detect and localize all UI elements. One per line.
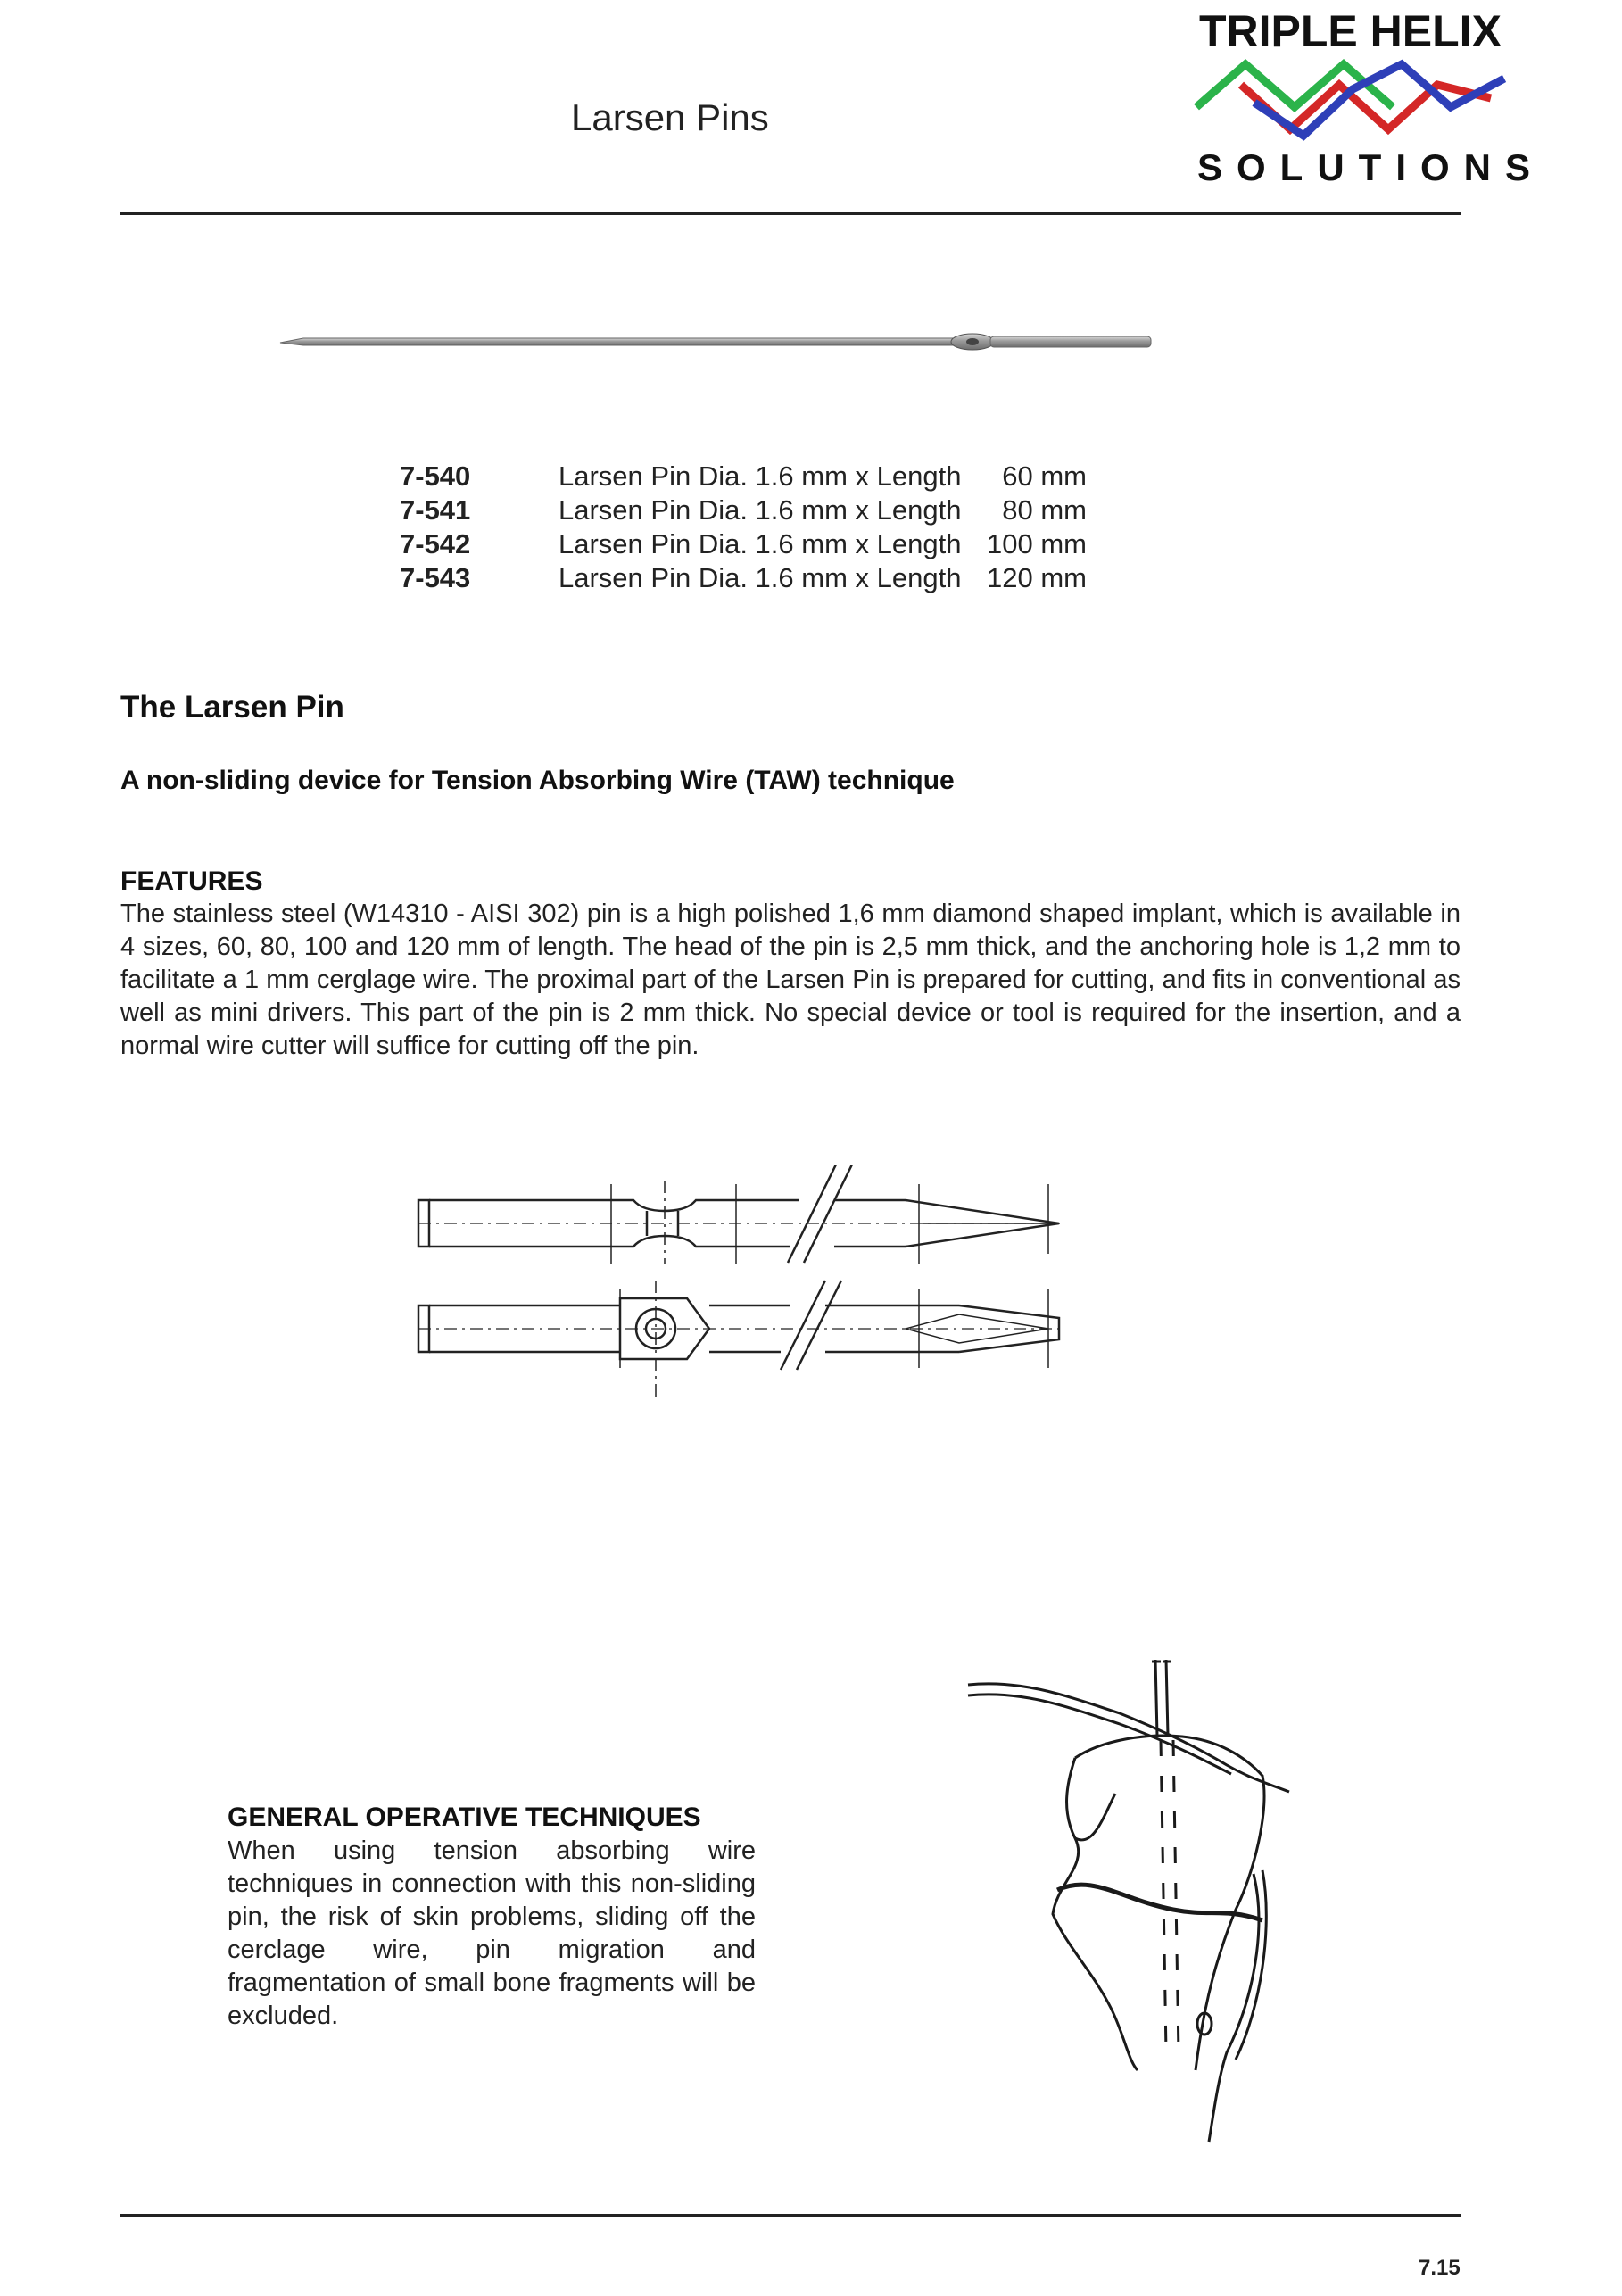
- product-length: 120 mm: [987, 562, 1087, 593]
- product-code: 7-541: [400, 494, 471, 526]
- pin-technical-drawing: [406, 1165, 1075, 1405]
- product-description: Larsen Pin Dia. 1.6 mm x Length: [559, 460, 962, 492]
- footer-rule: [120, 2214, 1461, 2217]
- page-number: 7.15: [1419, 2256, 1461, 2280]
- table-row: [400, 527, 1087, 561]
- product-description: Larsen Pin Dia. 1.6 mm x Length: [559, 528, 962, 559]
- table-row: [400, 460, 1087, 493]
- product-description: Larsen Pin Dia. 1.6 mm x Length: [559, 494, 962, 526]
- helix-mark-icon: [1192, 54, 1513, 143]
- larsen-pin-photo: [277, 328, 1169, 355]
- techniques-heading: GENERAL OPERATIVE TECHNIQUES: [228, 1803, 701, 1832]
- product-code: 7-542: [400, 528, 471, 559]
- features-heading: FEATURES: [120, 866, 263, 896]
- logo-text-bottom: SOLUTIONS: [1197, 146, 1545, 188]
- page-title: Larsen Pins: [571, 96, 769, 138]
- product-length: 60 mm: [1002, 460, 1087, 492]
- features-body: The stainless steel (W14310 - AISI 302) pin is a high polished 1,6 mm diamond shaped implant, which is available in 4 sizes, 60, 80, 100 and 120 mm of length. The head of the pin is 2,5 mm thick, and the anchoring hole is 1,2 mm to facilitate a 1 mm cerglage wire. The proximal part of the Larsen Pin is prepared for cutting, and fits in conventional as well as mini drivers. This part of the pin is 2 mm thick. No special device or tool is required for the insertion, and a normal wire cutter will suffice for cutting off the pin.: [120, 899, 1461, 1060]
- product-length: 100 mm: [987, 528, 1087, 559]
- tension-band-bone-illustration: [959, 1660, 1307, 2177]
- product-code: 7-540: [400, 460, 471, 492]
- triple-helix-logo: [1187, 5, 1545, 189]
- techniques-body: When using tension absorbing wire techniques in connection with this non-sliding pin, the risk of skin problems, sliding off the cerclage wire, pin migration and fragmentation of small bone fragments will be excluded.: [228, 1836, 756, 2030]
- table-row: [400, 493, 1087, 527]
- header-rule: [120, 212, 1461, 215]
- section-title: The Larsen Pin: [120, 690, 344, 725]
- product-table: [400, 460, 1087, 595]
- section-subtitle: A non-sliding device for Tension Absorbing Wire (TAW) technique: [120, 766, 955, 795]
- product-code: 7-543: [400, 562, 471, 593]
- product-length: 80 mm: [1002, 494, 1087, 526]
- product-description: Larsen Pin Dia. 1.6 mm x Length: [559, 562, 962, 593]
- logo-text-top: TRIPLE HELIX: [1199, 6, 1502, 56]
- table-row: [400, 561, 1087, 595]
